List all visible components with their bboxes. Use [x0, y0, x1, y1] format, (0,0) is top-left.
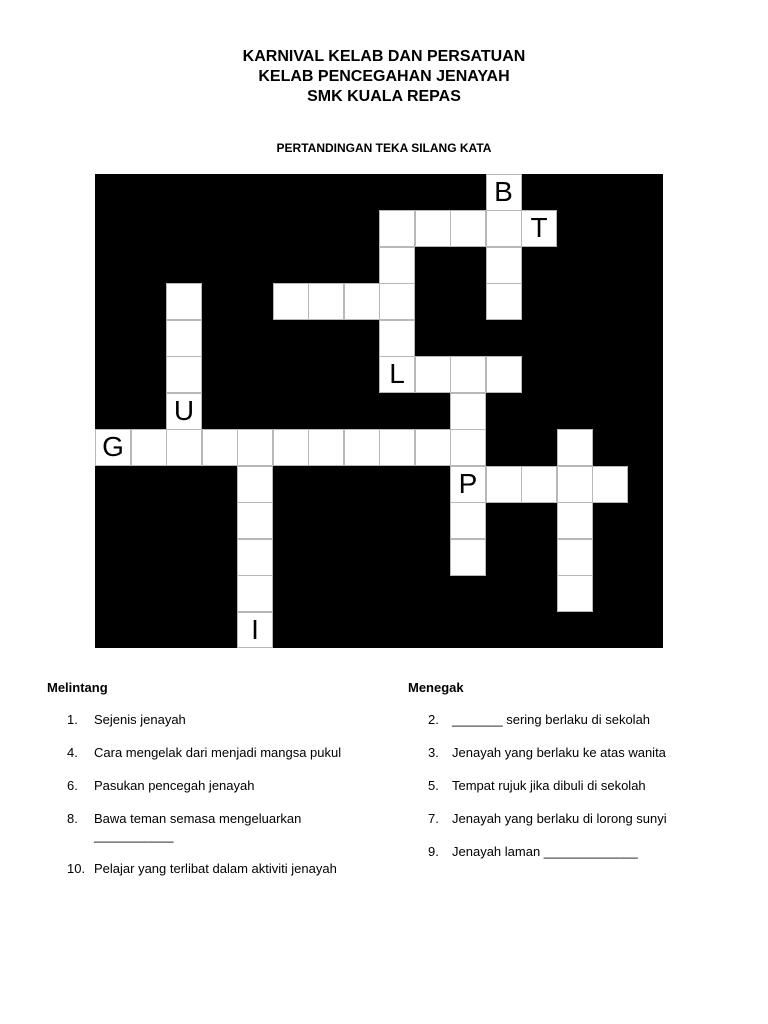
crossword-cell[interactable]	[415, 429, 451, 466]
clue-text: _______ sering berlaku di sekolah	[452, 712, 651, 727]
down-clue	[408, 843, 738, 860]
clue-text: Jenayah yang berlaku di lorong sunyi	[452, 811, 667, 826]
clue-number: 5.	[428, 778, 439, 793]
clue-text: Jenayah yang berlaku ke atas wanita	[452, 745, 666, 760]
down-heading: Menegak	[408, 680, 464, 695]
crossword-cell[interactable]	[131, 429, 167, 466]
puzzle-title: PERTANDINGAN TEKA SILANG KATA	[276, 141, 492, 155]
cell-letter: T	[530, 212, 548, 244]
cell-letter: B	[494, 176, 513, 207]
crossword-cell[interactable]	[379, 283, 415, 320]
cell-letter: I	[251, 613, 259, 645]
across-clue	[47, 711, 377, 728]
crossword-cell[interactable]	[450, 356, 486, 393]
cell-letter: U	[173, 394, 195, 426]
crossword-cell[interactable]	[237, 429, 273, 466]
crossword-cell[interactable]	[486, 356, 522, 393]
crossword-cell[interactable]	[237, 612, 273, 649]
crossword-cell[interactable]	[557, 429, 593, 466]
crossword-cell[interactable]	[308, 429, 344, 466]
crossword-cell[interactable]	[486, 174, 522, 211]
down-clues	[408, 680, 738, 876]
crossword-cell[interactable]	[273, 283, 309, 320]
clue-text: Cara mengelak dari menjadi mangsa pukul	[94, 745, 342, 760]
crossword-cell[interactable]	[450, 393, 486, 430]
crossword-cell[interactable]	[415, 356, 451, 393]
clue-number: 3.	[428, 745, 439, 760]
clue-number: 2.	[428, 712, 439, 727]
crossword-cell[interactable]	[486, 247, 522, 284]
crossword-cell[interactable]	[379, 356, 415, 393]
header-line-3: SMK KUALA REPAS	[307, 88, 461, 105]
across-clue	[47, 744, 377, 761]
clue-text: Pasukan pencegah jenayah	[94, 778, 255, 793]
clue-text: Sejenis jenayah	[94, 712, 186, 727]
clue-number: 4.	[67, 745, 78, 760]
crossword-cell[interactable]	[379, 429, 415, 466]
crossword-cell[interactable]	[237, 575, 273, 612]
crossword-cell[interactable]	[450, 466, 486, 503]
crossword-cell[interactable]	[592, 466, 628, 503]
crossword-cell[interactable]	[166, 283, 202, 320]
crossword-cell[interactable]	[415, 210, 451, 247]
across-clue	[47, 777, 377, 794]
crossword-cell[interactable]	[557, 466, 593, 503]
crossword-cell[interactable]	[486, 466, 522, 503]
crossword-cell[interactable]	[344, 429, 380, 466]
clue-text: Tempat rujuk jika dibuli di sekolah	[452, 778, 646, 793]
crossword-cell[interactable]	[202, 429, 238, 466]
across-clues	[47, 680, 377, 893]
crossword-cell[interactable]	[450, 210, 486, 247]
across-clue	[47, 810, 334, 844]
cell-letter: G	[102, 431, 124, 463]
crossword-cell[interactable]	[166, 356, 202, 393]
crossword-grid	[95, 174, 663, 648]
clue-number: 7.	[428, 811, 439, 826]
crossword-cell[interactable]	[237, 502, 273, 539]
crossword-cell[interactable]	[379, 210, 415, 247]
crossword-cell[interactable]	[308, 283, 344, 320]
crossword-cell[interactable]	[166, 429, 202, 466]
across-heading: Melintang	[47, 680, 108, 695]
down-clue	[408, 711, 738, 728]
crossword-cell[interactable]	[557, 502, 593, 539]
clue-text: Bawa teman semasa mengeluarkan ___________	[94, 811, 302, 843]
cell-letter: P	[458, 467, 478, 499]
clue-number: 10.	[67, 861, 86, 876]
crossword-cell[interactable]	[486, 210, 522, 247]
crossword-cell[interactable]	[379, 247, 415, 284]
down-clue	[408, 810, 738, 827]
clue-text: Jenayah laman _____________	[452, 844, 638, 859]
clue-number: 9.	[428, 844, 439, 859]
clue-number: 1.	[67, 712, 78, 727]
down-clue	[408, 744, 738, 761]
header-line-1: KARNIVAL KELAB DAN PERSATUAN	[242, 48, 526, 65]
crossword-cell[interactable]	[237, 539, 273, 576]
crossword-cell[interactable]	[557, 539, 593, 576]
crossword-cell[interactable]	[273, 429, 309, 466]
document-header	[0, 47, 768, 107]
crossword-cell[interactable]	[557, 575, 593, 612]
clue-text: Pelajar yang terlibat dalam aktiviti jenayah	[94, 861, 337, 876]
header-line-2: KELAB PENCEGAHAN JENAYAH	[258, 68, 510, 85]
crossword-cell[interactable]	[521, 210, 557, 247]
across-clue	[47, 860, 377, 877]
clue-number: 8.	[67, 811, 78, 826]
crossword-cell[interactable]	[166, 320, 202, 357]
crossword-cell[interactable]	[450, 429, 486, 466]
crossword-cell[interactable]	[344, 283, 380, 320]
clue-number: 6.	[67, 778, 78, 793]
crossword-cell[interactable]	[450, 539, 486, 576]
crossword-cell[interactable]	[379, 320, 415, 357]
crossword-cell[interactable]	[237, 466, 273, 503]
crossword-cell[interactable]	[95, 429, 131, 466]
crossword-cell[interactable]	[521, 466, 557, 503]
crossword-cell[interactable]	[486, 283, 522, 320]
crossword-cell[interactable]	[166, 393, 202, 430]
down-clue	[408, 777, 738, 794]
crossword-cell[interactable]	[450, 502, 486, 539]
cell-letter: L	[389, 358, 405, 390]
